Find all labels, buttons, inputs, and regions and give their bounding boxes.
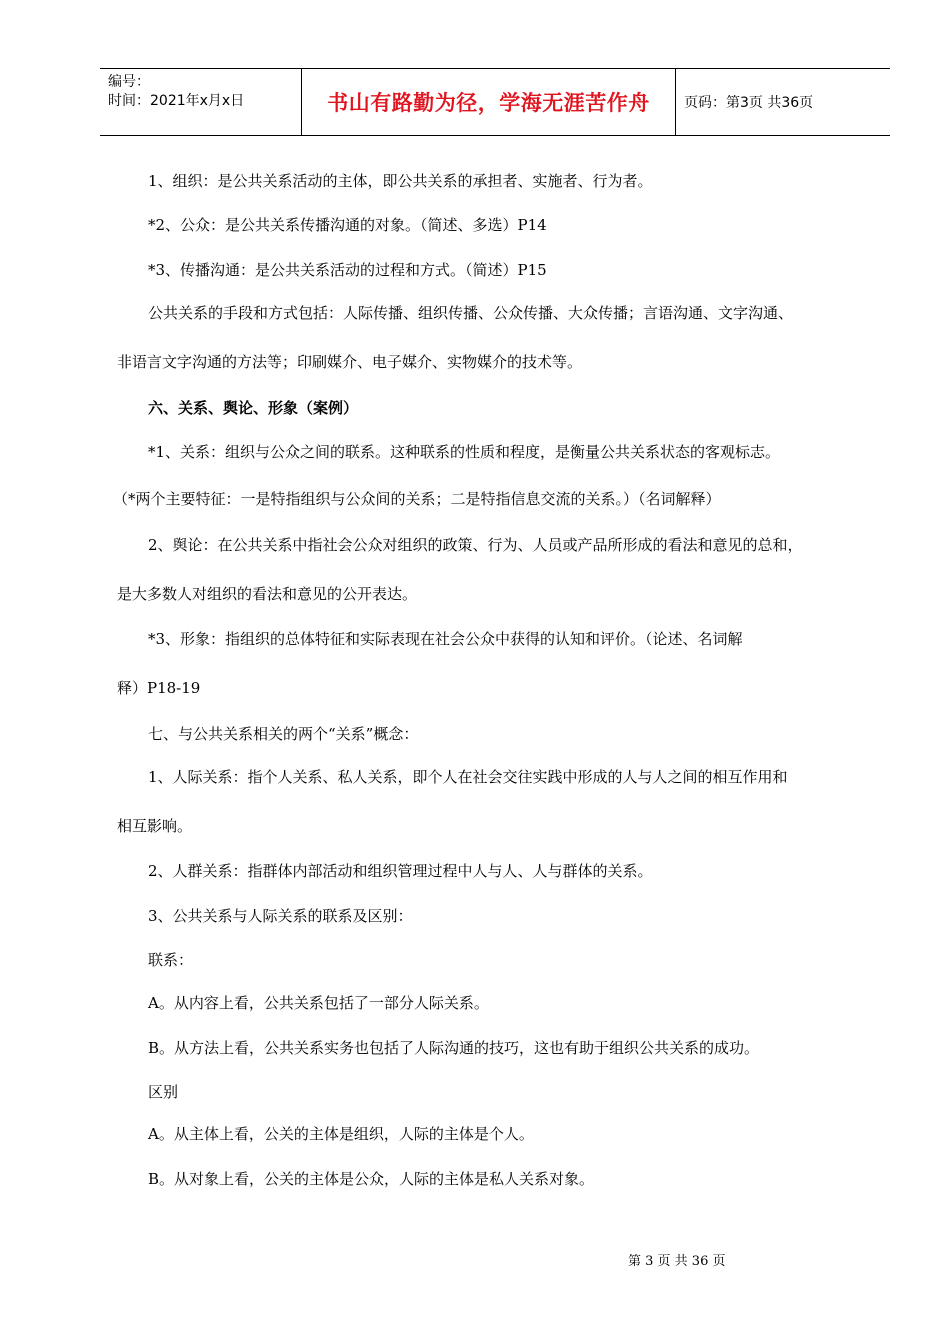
paragraph-line: 1、人际关系：指个人关系、私人关系，即个人在社会交往实践中形成的人与人之间的相互作用和 bbox=[148, 768, 788, 786]
paragraph-line: *1、关系：组织与公众之间的联系。这种联系的性质和程度，是衡量公共关系状态的客观标志。 bbox=[148, 443, 781, 461]
paragraph-line: 公共关系的手段和方式包括：人际传播、组织传播、公众传播、大众传播；言语沟通、文字沟通、 bbox=[148, 304, 794, 322]
page-footer: 第 3 页 共 36 页 bbox=[628, 1254, 726, 1269]
paragraph-line: （*两个主要特征：一是特指组织与公众间的关系；二是特指信息交流的关系。）（名词解释） bbox=[113, 490, 721, 508]
paragraph-line: 3、公共关系与人际关系的联系及区别： bbox=[148, 907, 413, 925]
paragraph-line: 相互影响。 bbox=[117, 817, 193, 835]
paragraph-line: B。从方法上看，公共关系实务也包括了人际沟通的技巧，这也有助于组织公共关系的成功。 bbox=[148, 1039, 760, 1057]
paragraph-line: A。从内容上看，公共关系包括了一部分人际关系。 bbox=[148, 994, 489, 1012]
paragraph-line: B。从对象上看，公关的主体是公众，人际的主体是私人关系对象。 bbox=[148, 1170, 595, 1188]
paragraph-line: 2、人群关系：指群体内部活动和组织管理过程中人与人、人与群体的关系。 bbox=[148, 862, 653, 880]
paragraph-line: 是大多数人对组织的看法和意见的公开表达。 bbox=[117, 585, 418, 603]
paragraph-line: *3、形象：指组织的总体特征和实际表现在社会公众中获得的认知和评价。（论述、名词解 bbox=[148, 630, 743, 648]
paragraph-line: 1、组织：是公共关系活动的主体，即公共关系的承担者、实施者、行为者。 bbox=[148, 172, 653, 190]
header-meta bbox=[100, 69, 302, 135]
paragraph-line: A。从主体上看，公关的主体是组织，人际的主体是个人。 bbox=[148, 1125, 534, 1143]
section-heading: 七、与公共关系相关的两个“关系”概念： bbox=[148, 725, 419, 743]
page-header bbox=[100, 68, 890, 136]
header-motto: 书山有路勤为径，学海无涯苦作舟 bbox=[302, 69, 676, 135]
paragraph-line: 联系： bbox=[148, 951, 194, 969]
section-heading: 六、关系、舆论、形象（案例） bbox=[148, 399, 359, 417]
code-label: 编号： bbox=[108, 74, 150, 90]
paragraph-line: *3、传播沟通：是公共关系活动的过程和方式。（简述）P15 bbox=[148, 261, 547, 279]
paragraph-line: 释）P18-19 bbox=[117, 679, 201, 697]
header-page-info: 页码：第3页 共36页 bbox=[684, 95, 814, 111]
time-label: 时间：2021年x月x日 bbox=[108, 93, 245, 109]
paragraph-line: 非语言文字沟通的方法等；印刷媒介、电子媒介、实物媒介的技术等。 bbox=[117, 353, 583, 371]
paragraph-line: 2、舆论：在公共关系中指社会公众对组织的政策、行为、人员或产品所形成的看法和意见的总和， bbox=[148, 536, 803, 554]
paragraph-line: 区别 bbox=[148, 1083, 179, 1101]
paragraph-line: *2、公众：是公共关系传播沟通的对象。（简述、多选）P14 bbox=[148, 216, 547, 234]
